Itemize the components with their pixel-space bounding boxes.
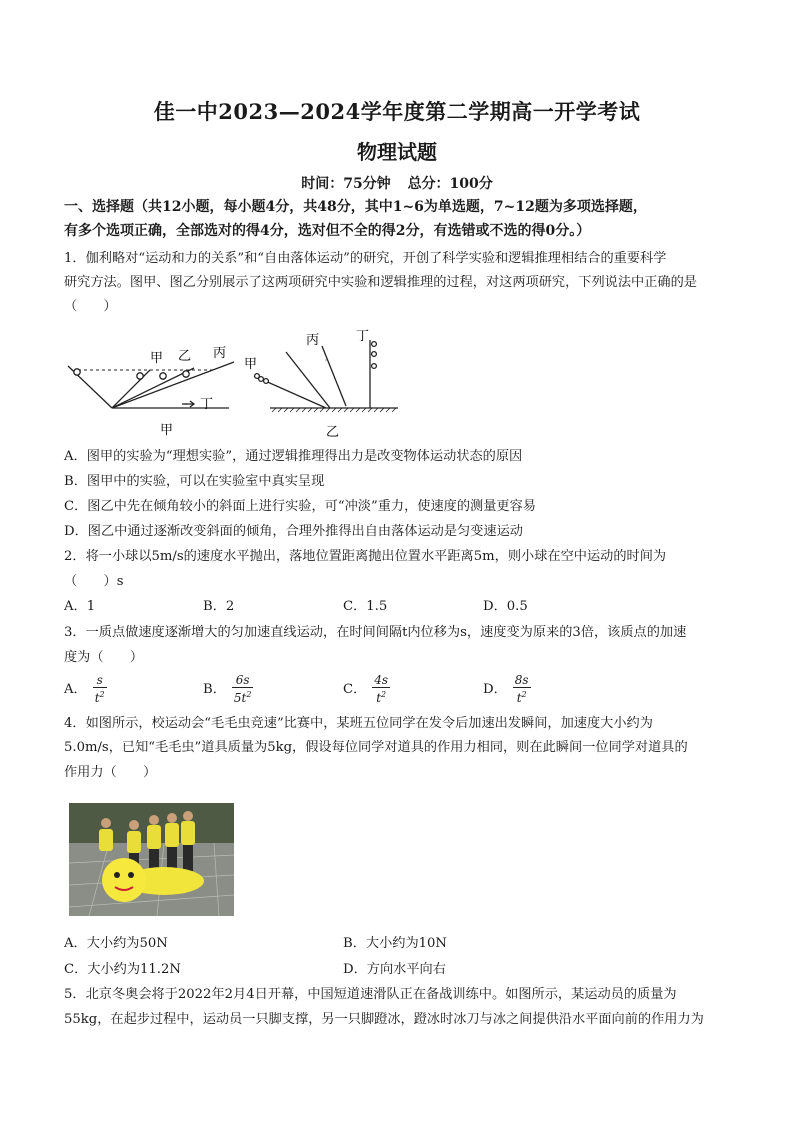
exam-info: [0, 173, 794, 193]
exam-score: 总分：100分: [407, 176, 493, 192]
q1-stem-line2: 研究方法。图甲、图乙分别展示了这两项研究中实验和逻辑推理的过程，对这两项研究，下列说法中正确的是: [64, 275, 697, 290]
q1-stem-line1: 1．伽利略对“运动和力的关系”和“自由落体运动”的研究，开创了科学实验和逻辑推理相结合的重要科学: [64, 251, 667, 266]
q4-stem-line3: 作用力（ ）: [64, 765, 157, 780]
fig-a-label-yi: 乙: [178, 349, 192, 364]
q3-option-a-label: A．: [64, 682, 87, 697]
q4-option-a: A．大小约为50N: [64, 936, 168, 951]
q4-stem-line1: 4．如图所示，校运动会“毛毛虫竞速”比赛中，某班五位同学在发令后加速出发瞬间，加速度大小约为: [64, 716, 653, 731]
q1-option-d: D．图乙中通过逐渐改变斜面的倾角，合理外推得出自由落体运动是匀变速运动: [64, 524, 523, 539]
fig-a-caption: 甲: [160, 423, 174, 438]
exam-subject: 物理试题: [357, 140, 437, 164]
q3-option-c-label: C．: [343, 682, 367, 697]
q3-stem-line2: 度为（ ）: [64, 650, 144, 665]
caterpillar-race-photo: [69, 803, 234, 916]
fig-b-label-ding: 丁: [356, 329, 370, 344]
q3-option-d-label: D．: [483, 682, 507, 697]
q3-option-c: [343, 674, 390, 705]
q2-stem-line2: （ ）s: [64, 574, 124, 589]
q3-option-a-fraction: $\frac{s}{t^2}$: [94, 673, 105, 705]
fig-a-label-ding: 丁: [200, 397, 214, 412]
q1-option-c: C．图乙中先在倾角较小的斜面上进行实验，可“冲淡”重力，使速度的测量更容易: [64, 499, 536, 514]
q3-option-b-label: B．: [203, 682, 226, 697]
q4-stem-line2: 5.0m/s，已知“毛毛虫”道具质量为5kg，假设每位同学对道具的作用力相同，则在此瞬间一位同学对道具的: [64, 740, 688, 755]
q3-option-a: [64, 674, 107, 705]
q3-option-b: [203, 674, 253, 705]
q4-option-b: B．大小约为10N: [343, 936, 447, 951]
q2-option-c: C．1.5: [343, 599, 388, 614]
q2-option-b: B．2: [203, 599, 235, 614]
q5-stem-line1: 5．北京冬奥会将于2022年2月4日开幕，中国短道速滑队正在备战训练中。如图所示，某运动员的质量为: [64, 987, 677, 1002]
q1-option-a: A．图甲的实验为“理想实验”，通过逻辑推理得出力是改变物体运动状态的原因: [64, 449, 523, 464]
q4-option-c: C．大小约为11.2N: [64, 962, 181, 977]
fig-b-label-bing: 丙: [306, 333, 320, 348]
fig-a-label-jia: 甲: [150, 351, 164, 366]
section-heading-line2: 有多个选项正确，全部选对的得4分，选对但不全的得2分，有选错或不选的得0分。）: [64, 223, 591, 239]
q4-option-d: D．方向水平向右: [343, 962, 446, 977]
q3-stem-line1: 3．一质点做速度逐渐增大的匀加速直线运动，在时间间隔t内位移为s，速度变为原来的3倍，该质点的加速: [64, 625, 687, 640]
q2-stem-line1: 2．将一小球以5m/s的速度水平抛出，落地位置距离抛出位置水平距离5m，则小球在空中运动的时间为: [64, 549, 667, 564]
exam-title: 佳一中2023—2024学年度第二学期高一开学考试: [153, 99, 641, 124]
exam-time: 时间：75分钟: [301, 176, 391, 192]
fig-b-caption: 乙: [326, 425, 340, 440]
q3-option-d-fraction: $\frac{8s}{t^2}$: [514, 673, 529, 705]
q1-figure: [64, 326, 404, 441]
q1-option-b: B．图甲中的实验，可以在实验室中真实呈现: [64, 474, 325, 489]
q2-option-a: A．1: [64, 599, 96, 614]
figure-yi-inclines: [254, 340, 398, 412]
q3-option-c-fraction: $\frac{4s}{t^2}$: [374, 673, 389, 705]
section-heading-line1: 一、选择题（共12小题，每小题4分，共48分，其中1~6为单选题，7~12题为多项选择题，: [64, 199, 647, 215]
q3-option-d: [483, 674, 531, 705]
q2-option-d: D．0.5: [483, 599, 528, 614]
fig-a-label-bing: 丙: [213, 346, 227, 361]
fig-b-label-jia: 甲: [244, 357, 258, 372]
q3-option-b-fraction: $\frac{6s}{5t^2}$: [233, 673, 252, 705]
q5-stem-line2: 55kg，在起步过程中，运动员一只脚支撑，另一只脚蹬冰，蹬冰时冰刀与冰之间提供沿水平面向前的作用力为: [64, 1012, 704, 1027]
q1-stem-line3: （ ）: [64, 299, 117, 314]
